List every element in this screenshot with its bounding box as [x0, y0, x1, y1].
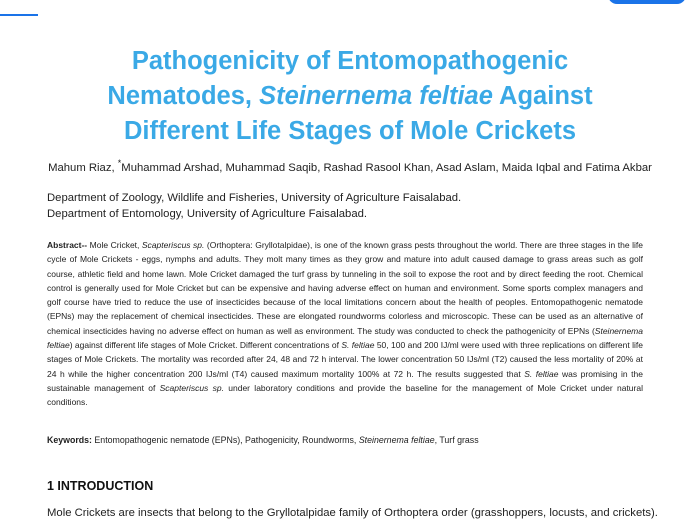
- active-tab-indicator: [0, 14, 38, 16]
- author-first: Mahum Riaz,: [48, 162, 118, 174]
- abstract-text: 50, 100 and 200 IJ/ml were used with three replications on different life stages of Mole Crickets. The mortality was recorded after 24, 48 and 72 h interval. The lower concentration 50 IJs/ml (T2) caused the less mortality of 20% at 24 h while the higher concentration 200 IJs/ml (T4) caused maximum mortality 100% at 72 h. The results suggested that: [47, 340, 643, 379]
- keywords: [47, 435, 647, 445]
- keywords-text: , Turf grass: [434, 435, 479, 445]
- title-line-1: Pathogenicity of Entomopathogenic: [131, 47, 569, 75]
- introduction-text: Mole Crickets are insects that belong to the Gryllotalpidae family of Orthoptera order (grasshoppers, locusts, and crickets).: [47, 507, 658, 519]
- abstract: [47, 238, 643, 410]
- abstract-label: Abstract--: [47, 240, 88, 250]
- abstract-text: under laboratory conditions and provide the baseline for the management of Mole Cricket under natural conditions.: [47, 382, 643, 408]
- title-line-2-start: Nematodes,: [107, 82, 260, 110]
- title-line-2-species: Steinernema feltiae: [259, 82, 493, 110]
- abstract-text: Mole Cricket,: [87, 240, 142, 250]
- author-list: [0, 158, 700, 174]
- abstract-text: was promising in the sustainable management of: [47, 368, 643, 393]
- affiliation-2: Department of Entomology, University of Agriculture Faisalabad.: [47, 208, 368, 220]
- abstract-species: S. feltiae: [341, 340, 375, 351]
- keywords-species: Steinernema feltiae: [358, 435, 435, 445]
- abstract-species: Steinernema feltiae: [47, 325, 643, 351]
- corresponding-author-mark: *: [117, 158, 122, 168]
- abstract-species: S. feltiae: [524, 368, 559, 379]
- abstract-text: (Orthoptera: Gryllotalpidae), is one of the known grass pests throughout the world. There are three stages in the life cycle of Mole Crickets - eggs, nymphs and adults. They molt many times as they grow and mature into adult caused damage to grass areas such as golf course, athletic field and home lawn. Mole Cricket damaged the turf grass by tunneling in the soil to expose the root and by direct feeding the root. Chemical control is generally used for Mole Cricket but can be expensive and having adverse effect on human and environment. Some sports complex managers and golf course have tried to reduce the use of insecticides because of the local limitations concern about the health of peoples. Entomopathogenic nematode (EPNs) may the replacement of chemical insecticides. These are elongated roundworms colorless and microscopic. These can be used as an alternative of chemical insecticides having no adverse effect on human as well as environment. The study was conducted to check the pathogenicity of EPNs (: [47, 240, 643, 336]
- author-rest: Muhammad Arshad, Muhammad Saqib, Rashad Rasool Khan, Asad Aslam, Maida Iqbal and Fatima Akbar: [121, 162, 652, 174]
- keywords-label: Keywords:: [47, 435, 92, 445]
- title-line-3: Different Life Stages of Mole Crickets: [123, 117, 576, 145]
- toolbar-button[interactable]: [608, 0, 686, 4]
- paper-title: [40, 44, 660, 149]
- affiliation-1: Department of Zoology, Wildlife and Fisheries, University of Agriculture Faisalabad.: [47, 192, 462, 204]
- abstract-text: ) against different life stages of Mole Cricket. Different concentrations of: [69, 340, 342, 351]
- abstract-species: Scapteriscus sp.: [159, 382, 224, 393]
- title-line-2-end: Against: [492, 82, 593, 110]
- keywords-text: Entomopathogenic nematode (EPNs), Pathogenicity, Roundworms,: [91, 435, 359, 445]
- abstract-species: Scapteriscus sp.: [141, 240, 205, 250]
- section-heading-introduction: 1 INTRODUCTION: [47, 479, 154, 493]
